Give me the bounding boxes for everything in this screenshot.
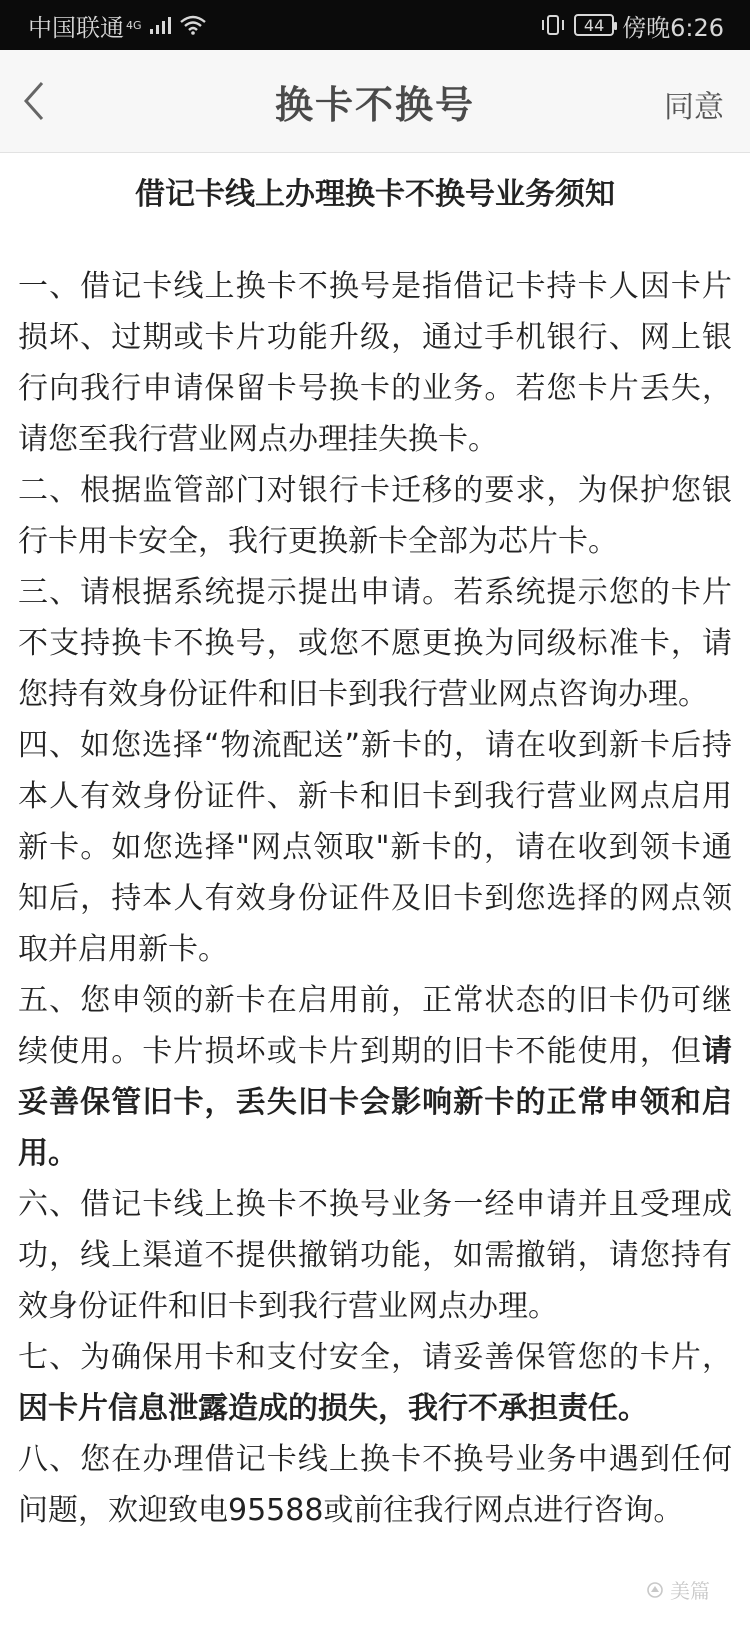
status-time: 傍晚6:26 bbox=[622, 13, 724, 42]
wifi-icon bbox=[180, 15, 206, 35]
status-right bbox=[540, 8, 724, 43]
battery-icon bbox=[574, 14, 614, 36]
notice-paragraph-8: 八、您在办理借记卡线上换卡不换号业务中遇到任何问题，欢迎致电95588或前往我行网点进行咨询。 bbox=[18, 1442, 732, 1528]
notice-paragraph-4: 四、如您选择“物流配送”新卡的，请在收到新卡后持本人有效身份证件、新卡和旧卡到我行营业网点启用新卡。如您选择"网点领取"新卡的，请在收到领卡通知后，持本人有效身份证件及旧卡到您选择的网点领取并启用新卡。 bbox=[18, 728, 732, 967]
notice-paragraph-3: 三、请根据系统提示提出申请。若系统提示您的卡片不支持换卡不换号，或您不愿更换为同级标准卡，请您持有效身份证件和旧卡到我行营业网点咨询办理。 bbox=[18, 575, 732, 712]
status-bar bbox=[0, 0, 750, 50]
nav-bar bbox=[0, 50, 750, 153]
paragraph-7-bold-text: 因卡片信息泄露造成的损失，我行不承担责任。 bbox=[18, 1391, 648, 1426]
watermark-text: 美篇 bbox=[670, 1579, 710, 1603]
vibrate-icon bbox=[540, 14, 566, 36]
chevron-left-icon bbox=[22, 81, 46, 121]
notice-paragraph-1: 一、借记卡线上换卡不换号是指借记卡持卡人因卡片损坏、过期或卡片功能升级，通过手机银行、网上银行向我行申请保留卡号换卡的业务。若您卡片丢失，请您至我行营业网点办理挂失换卡。 bbox=[18, 269, 732, 457]
paragraph-5-text: 五、您申领的新卡在启用前，正常状态的旧卡仍可继续使用。卡片损坏或卡片到期的旧卡不能使用，但 bbox=[18, 983, 732, 1069]
paragraph-5-bold-text: 请妥善保管旧卡，丢失旧卡会影响新卡的正常申领和启用。 bbox=[18, 1034, 732, 1171]
paragraph-7-text: 七、为确保用卡和支付安全，请妥善保管您的卡片， bbox=[18, 1340, 732, 1375]
notice-paragraph-7 bbox=[18, 1332, 732, 1434]
watermark bbox=[646, 1575, 710, 1604]
signal-icon bbox=[150, 16, 172, 34]
battery-level: 44 bbox=[583, 15, 605, 35]
notice-paragraph-6: 六、借记卡线上换卡不换号业务一经申请并且受理成功，线上渠道不提供撤销功能，如需撤销，请您持有效身份证件和旧卡到我行营业网点办理。 bbox=[18, 1187, 732, 1324]
page-title: 换卡不换号 bbox=[274, 82, 475, 127]
agree-button[interactable]: 同意 bbox=[664, 90, 724, 125]
notice-paragraph-5 bbox=[18, 975, 732, 1179]
meipian-logo-icon bbox=[646, 1581, 664, 1599]
network-type: 4G bbox=[126, 18, 142, 32]
notice-title: 借记卡线上办理换卡不换号业务须知 bbox=[135, 177, 615, 212]
carrier-name: 中国联通 bbox=[28, 13, 124, 42]
notice-content bbox=[0, 175, 750, 1536]
notice-paragraph-2: 二、根据监管部门对银行卡迁移的要求，为保护您银行卡用卡安全，我行更换新卡全部为芯片卡。 bbox=[18, 473, 732, 559]
status-left bbox=[28, 8, 206, 43]
back-button[interactable] bbox=[14, 78, 54, 124]
